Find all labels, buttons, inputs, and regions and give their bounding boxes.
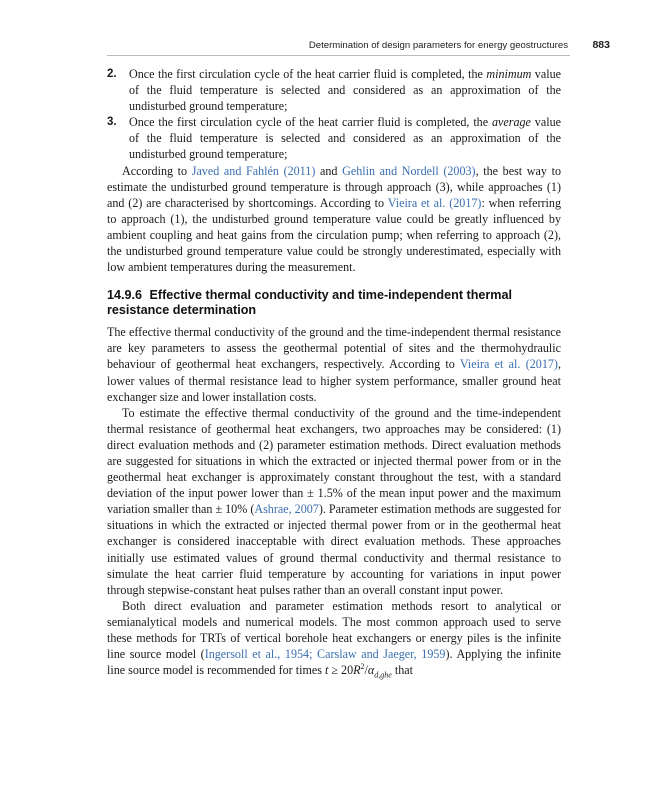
- page-body: [107, 66, 561, 678]
- list-item: 2. Once the first circulation cycle of the heat carrier fluid is completed, the minimum value of the fluid temperature is selected and considered as an approximation of the undisturbed ground temperature;: [107, 67, 561, 114]
- running-header: [0, 38, 648, 54]
- citation-link[interactable]: Vieira et al. (2017): [387, 195, 482, 210]
- citation-link[interactable]: Gehlin and Nordell (2003): [342, 163, 476, 178]
- citation-link[interactable]: Ashrae, 2007: [254, 502, 319, 517]
- list-item: 3. Once the first circulation cycle of the heat carrier fluid is completed, the average value of the fluid temperature is selected and considered as an approximation of the undisturbed ground temperature;: [107, 115, 561, 162]
- paragraph: To estimate the effective thermal conductivity of the ground and the time-independent thermal resistance of geothermal heat exchangers, two approaches may be considered: (1) direct evaluation methods and (2) parameter estimation methods. Direct evaluation methods are suggested for situations in which the extracted or injected thermal power from or in the geothermal heat exchanger is approximately constant throughout the test, with a standard deviation of the input power lower than ± 1.5% of the mean input power and the maximum variation smaller than ± 10% (Ashrae, 2007). Parameter estimation methods are suggested for situations in which the extracted or injected thermal power from or in the geothermal heat exchanger is considered inacceptable with direct evaluation methods. These approaches initially use estimated values of ground thermal conductivity and thermal resistance to simulate the heat carrier fluid temperature by accounting for variations in input power through stepwise-constant heat pulses rather than an overall constant input power.: [107, 405, 562, 597]
- citation-link[interactable]: Ingersoll et al., 1954; Carslaw and Jaeger, 1959: [204, 647, 446, 662]
- header-rule: [107, 55, 570, 56]
- section-heading: [107, 288, 561, 318]
- paragraph: According to Javed and Fahlén (2011) and Gehlin and Nordell (2003), the best way to estimate the undisturbed ground temperature is through approach (3), while approaches (1) and (2) are characterised by shortcomings. According to Vieira et al. (2017): when referring to approach (1), the undisturbed ground temperature value could be greatly influenced by ambient coupling and heat gains from the circulation pump; when referring to approach (2), the undisturbed ground temperature value could be strongly underestimated, especially with low ambient temperatures during the measurement.: [107, 163, 561, 275]
- list-number: 2.: [107, 68, 117, 80]
- citation-link[interactable]: Javed and Fahlén (2011): [191, 163, 316, 178]
- running-title: Determination of design parameters for energy geostructures: [308, 40, 568, 51]
- emphasis: average: [491, 115, 531, 130]
- paragraph: Both direct evaluation and parameter estimation methods resort to analytical or semianalytical models and numerical models. The most common approach used to serve these methods for TRTs of vertical borehole heat exchangers or energy piles is the infinite line source model (Ingersoll et al., 1954; Carslaw and Jaeger, 1959). Applying the infinite line source model is recommended for times $t \ge 20R^2/\alpha_{d,ghe}$ that: [107, 598, 561, 680]
- emphasis: minimum: [486, 67, 532, 81]
- paragraph: The effective thermal conductivity of the ground and the time-independent thermal resistance are key parameters to assess the geothermal potential of sites and the thermohydraulic behaviour of geothermal heat exchangers, respectively. According to Vieira et al. (2017), lower values of thermal resistance lead to higher system performance, smaller ground heat exchanger size and lower installation costs.: [107, 325, 561, 404]
- citation-link[interactable]: Vieira et al. (2017): [459, 357, 558, 372]
- section-number: 14.9.6: [107, 288, 143, 303]
- list-number: 3.: [107, 116, 117, 129]
- section-title: Effective thermal conductivity and time-independent thermal resistance determination: [107, 288, 513, 318]
- math-formula: $t \ge 20R^2/\alpha_{d,ghe}$: [324, 662, 392, 680]
- page-number: 883: [592, 39, 610, 51]
